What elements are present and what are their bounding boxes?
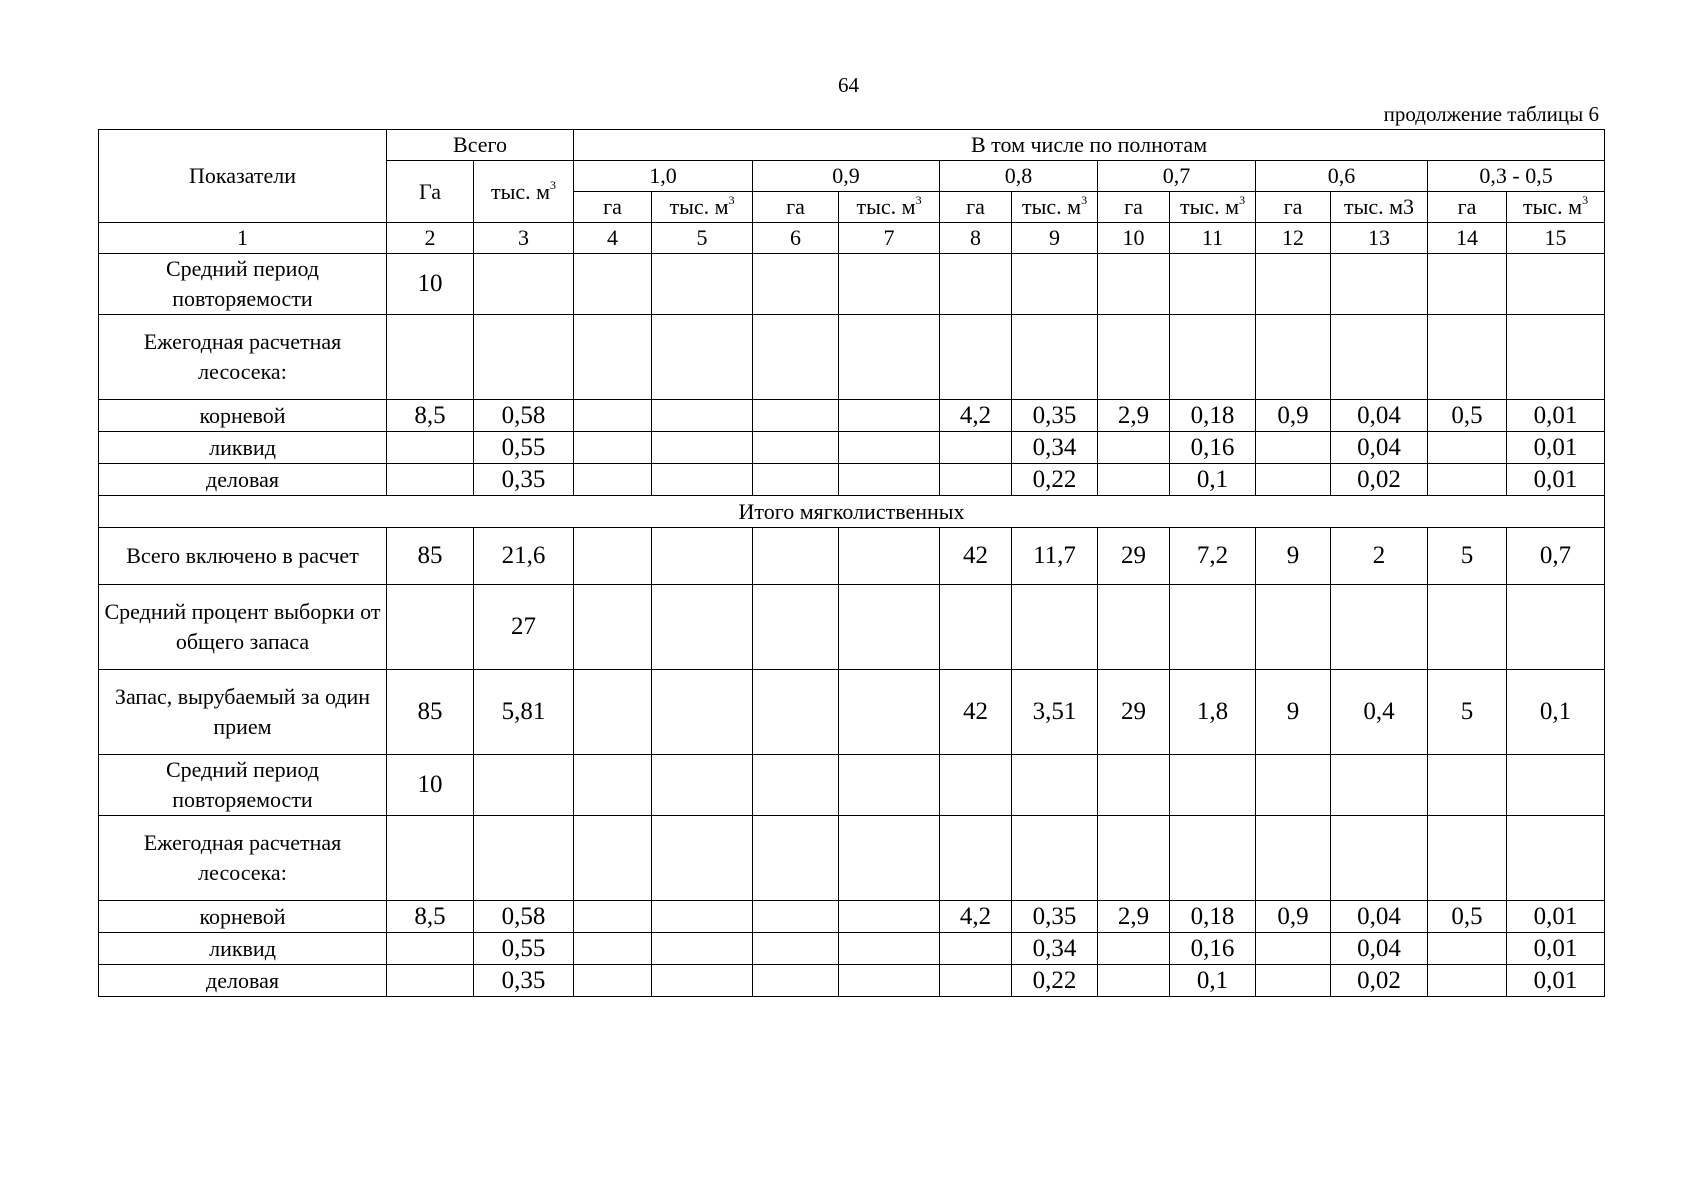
section-title: Итого мягколиственных	[99, 496, 1605, 528]
table-cell: 27	[474, 585, 574, 670]
table-cell: 7,2	[1170, 528, 1256, 585]
header-density-2: 0,9	[753, 161, 940, 192]
table-cell	[940, 933, 1012, 965]
header-density-1: 1,0	[574, 161, 753, 192]
table-cell	[387, 965, 474, 997]
table-cell	[1098, 254, 1170, 315]
table-cell	[1507, 315, 1605, 400]
table-cell	[1098, 933, 1170, 965]
row-label: деловая	[99, 965, 387, 997]
table-cell	[753, 933, 839, 965]
table-cell	[387, 464, 474, 496]
page-number: 64	[838, 73, 859, 97]
table-cell: 0,22	[1012, 464, 1098, 496]
table-cell	[839, 464, 940, 496]
table-cell	[652, 965, 753, 997]
table-cell	[1098, 816, 1170, 901]
table-cell: 0,5	[1428, 400, 1507, 432]
header-ga: га	[1256, 192, 1331, 223]
header-ga: га	[940, 192, 1012, 223]
table-cell	[387, 315, 474, 400]
table-cell	[1256, 585, 1331, 670]
row-label: корневой	[99, 400, 387, 432]
table-cell	[940, 254, 1012, 315]
header-ths: тыс. $м^3$	[652, 192, 753, 223]
table-cell: 85	[387, 528, 474, 585]
table-cell	[574, 400, 652, 432]
row-label: Запас, вырубаемый за один прием	[99, 670, 387, 755]
table-cell: 1,8	[1170, 670, 1256, 755]
table-cell	[1098, 755, 1170, 816]
column-number: 10	[1098, 223, 1170, 254]
table-cell: 0,34	[1012, 933, 1098, 965]
table-cell: 0,01	[1507, 965, 1605, 997]
table-cell	[753, 816, 839, 901]
table-cell	[1507, 585, 1605, 670]
table-row	[99, 670, 1605, 755]
header-density-5: 0,6	[1256, 161, 1428, 192]
row-label: деловая	[99, 464, 387, 496]
table-cell	[1012, 585, 1098, 670]
table-cell	[652, 755, 753, 816]
header-indicators: Показатели	[99, 130, 387, 223]
table-row	[99, 432, 1605, 464]
table-cell: 0,01	[1507, 400, 1605, 432]
section-row	[99, 496, 1605, 528]
table-row	[99, 315, 1605, 400]
table-cell	[1098, 464, 1170, 496]
header-ths: тыс. $м^3$	[1507, 192, 1605, 223]
table-cell	[753, 315, 839, 400]
header-ga: га	[1098, 192, 1170, 223]
header-ga: га	[1428, 192, 1507, 223]
table-cell: 0,22	[1012, 965, 1098, 997]
table-cell: 0,55	[474, 432, 574, 464]
header-density-4: 0,7	[1098, 161, 1256, 192]
column-number: 13	[1331, 223, 1428, 254]
table-cell	[1256, 254, 1331, 315]
table-cell	[1256, 315, 1331, 400]
table-cell	[387, 816, 474, 901]
column-number: 11	[1170, 223, 1256, 254]
table-cell	[1428, 464, 1507, 496]
table-cell: 0,16	[1170, 432, 1256, 464]
table-cell	[574, 901, 652, 933]
table-row	[99, 464, 1605, 496]
table-cell	[839, 755, 940, 816]
table-cell: 0,02	[1331, 965, 1428, 997]
table-cell	[940, 432, 1012, 464]
table-cell	[1012, 315, 1098, 400]
header-by-density: В том числе по полнотам	[574, 130, 1605, 161]
table-cell: 4,2	[940, 901, 1012, 933]
table-cell: 0,01	[1507, 933, 1605, 965]
header-ga: га	[574, 192, 652, 223]
column-number: 4	[574, 223, 652, 254]
table-cell	[839, 528, 940, 585]
table-cell	[652, 528, 753, 585]
table-cell	[1012, 254, 1098, 315]
table-cell: 0,35	[474, 464, 574, 496]
table-cell	[574, 965, 652, 997]
table-cell	[839, 816, 940, 901]
table-cell	[1170, 254, 1256, 315]
table-cell	[1256, 933, 1331, 965]
table-cell	[1256, 816, 1331, 901]
table-cell	[940, 755, 1012, 816]
table-cell	[940, 585, 1012, 670]
table-cell	[574, 315, 652, 400]
table-cell	[839, 254, 940, 315]
table-cell	[574, 755, 652, 816]
table-cell	[839, 965, 940, 997]
table-cell	[1012, 816, 1098, 901]
table-cell: 0,9	[1256, 901, 1331, 933]
table-cell	[753, 464, 839, 496]
table-cell: 85	[387, 670, 474, 755]
table-cell	[574, 933, 652, 965]
table-cell: 0,01	[1507, 901, 1605, 933]
table-cell: 10	[387, 755, 474, 816]
table-cell	[652, 432, 753, 464]
table-cell	[1507, 254, 1605, 315]
table-cell	[839, 585, 940, 670]
table-cell	[1098, 965, 1170, 997]
table-cell	[940, 315, 1012, 400]
table-cell: 0,04	[1331, 901, 1428, 933]
table-cell: 0,18	[1170, 400, 1256, 432]
table-cell	[652, 400, 753, 432]
table-cell: 42	[940, 670, 1012, 755]
table-cell	[1098, 432, 1170, 464]
table-cell	[753, 400, 839, 432]
table-cell	[839, 670, 940, 755]
column-number: 12	[1256, 223, 1331, 254]
header-ths-m3: тыс. м3	[1331, 192, 1428, 223]
row-label: ликвид	[99, 933, 387, 965]
table-cell	[652, 901, 753, 933]
table-cell	[1331, 254, 1428, 315]
header-density-3: 0,8	[940, 161, 1098, 192]
table-cell	[474, 755, 574, 816]
table-cell	[1428, 315, 1507, 400]
table-cell: 0,01	[1507, 464, 1605, 496]
table-cell	[753, 901, 839, 933]
row-label: Ежегодная расчетная лесосека:	[99, 816, 387, 901]
table-cell	[1428, 432, 1507, 464]
table-cell: 8,5	[387, 901, 474, 933]
table-cell: 29	[1098, 670, 1170, 755]
table-cell: 0,4	[1331, 670, 1428, 755]
header-ths: тыс. $м^3$	[1012, 192, 1098, 223]
table-cell	[474, 816, 574, 901]
table-cell	[839, 400, 940, 432]
table-cell	[940, 816, 1012, 901]
table-cell: 4,2	[940, 400, 1012, 432]
table-cell: 9	[1256, 670, 1331, 755]
table-cell	[753, 965, 839, 997]
table-cell	[1331, 585, 1428, 670]
table-row	[99, 400, 1605, 432]
table-row	[99, 816, 1605, 901]
table-cell	[652, 315, 753, 400]
table-cell	[387, 933, 474, 965]
table-cell	[1098, 315, 1170, 400]
table-cell	[1428, 965, 1507, 997]
table-cell: 0,01	[1507, 432, 1605, 464]
table-cell: 0,1	[1170, 464, 1256, 496]
table-cell	[1507, 816, 1605, 901]
table-continuation-note: продолжение таблицы 6	[1383, 102, 1599, 126]
table-cell	[753, 670, 839, 755]
table-cell	[1170, 755, 1256, 816]
table-cell	[574, 464, 652, 496]
column-number: 5	[652, 223, 753, 254]
table-cell: 0,16	[1170, 933, 1256, 965]
table-body	[99, 223, 1605, 997]
table-cell: 8,5	[387, 400, 474, 432]
table-cell	[1170, 585, 1256, 670]
header-total-ga: Га	[387, 161, 474, 223]
table-row	[99, 965, 1605, 997]
header-ths: тыс. $м^3$	[1170, 192, 1256, 223]
table-cell: 2,9	[1098, 901, 1170, 933]
column-numbers-row	[99, 223, 1605, 254]
column-number: 9	[1012, 223, 1098, 254]
table-cell	[753, 528, 839, 585]
table-cell: 2,9	[1098, 400, 1170, 432]
table-cell: 0,58	[474, 901, 574, 933]
table-cell: 0,35	[474, 965, 574, 997]
column-number: 7	[839, 223, 940, 254]
table-cell	[574, 670, 652, 755]
table-cell: 0,35	[1012, 400, 1098, 432]
table-cell: 10	[387, 254, 474, 315]
table-cell	[474, 254, 574, 315]
table-cell: 0,04	[1331, 432, 1428, 464]
table-cell	[1428, 585, 1507, 670]
table-cell: 21,6	[474, 528, 574, 585]
table-cell	[839, 315, 940, 400]
column-number: 1	[99, 223, 387, 254]
table-cell: 0,18	[1170, 901, 1256, 933]
table-cell	[1331, 816, 1428, 901]
row-label: Всего включено в расчет	[99, 528, 387, 585]
table-row	[99, 254, 1605, 315]
table-row	[99, 755, 1605, 816]
column-number: 14	[1428, 223, 1507, 254]
table-row	[99, 901, 1605, 933]
table-cell	[1507, 755, 1605, 816]
table-cell: 0,04	[1331, 400, 1428, 432]
table-cell	[1428, 933, 1507, 965]
table-cell	[652, 585, 753, 670]
table-cell	[474, 315, 574, 400]
table-cell	[652, 464, 753, 496]
table-cell	[574, 528, 652, 585]
table-cell: 0,02	[1331, 464, 1428, 496]
table-cell: 0,5	[1428, 901, 1507, 933]
table-cell: 2	[1331, 528, 1428, 585]
table-cell	[652, 670, 753, 755]
table-cell	[839, 933, 940, 965]
table-cell	[574, 432, 652, 464]
table-cell: 0,58	[474, 400, 574, 432]
table-cell: 0,1	[1170, 965, 1256, 997]
table-row	[99, 585, 1605, 670]
table-cell	[387, 432, 474, 464]
table-cell	[1098, 585, 1170, 670]
table-cell: 5	[1428, 528, 1507, 585]
table-cell	[1428, 816, 1507, 901]
table-cell	[574, 585, 652, 670]
table-cell	[839, 432, 940, 464]
header-ga: га	[753, 192, 839, 223]
row-label: Средний период повторяемости	[99, 755, 387, 816]
table-cell: 0,1	[1507, 670, 1605, 755]
table-cell	[839, 901, 940, 933]
table-cell	[1256, 432, 1331, 464]
table-cell	[753, 432, 839, 464]
table-cell: 5	[1428, 670, 1507, 755]
table-cell: 0,55	[474, 933, 574, 965]
row-label: Средний процент выборки от общего запаса	[99, 585, 387, 670]
column-number: 3	[474, 223, 574, 254]
column-number: 2	[387, 223, 474, 254]
table-cell	[753, 254, 839, 315]
row-label: ликвид	[99, 432, 387, 464]
table-row	[99, 528, 1605, 585]
table-cell	[753, 755, 839, 816]
table-cell: 0,34	[1012, 432, 1098, 464]
table-cell	[1170, 816, 1256, 901]
table-cell	[652, 816, 753, 901]
table-cell	[1331, 755, 1428, 816]
header-total-ths: тыс. $м^3$	[474, 161, 574, 223]
table-cell: 9	[1256, 528, 1331, 585]
row-label: Ежегодная расчетная лесосека:	[99, 315, 387, 400]
row-label: Средний период повторяемости	[99, 254, 387, 315]
table-cell: 0,04	[1331, 933, 1428, 965]
table-cell	[1256, 965, 1331, 997]
table-cell	[940, 464, 1012, 496]
table-cell	[1428, 755, 1507, 816]
table-cell	[387, 585, 474, 670]
row-label: корневой	[99, 901, 387, 933]
header-ths: тыс. $м^3$	[839, 192, 940, 223]
column-number: 15	[1507, 223, 1605, 254]
header-density-6: 0,3 - 0,5	[1428, 161, 1605, 192]
table-cell: 0,35	[1012, 901, 1098, 933]
table-cell	[1331, 315, 1428, 400]
table-cell	[1012, 755, 1098, 816]
header-total: Всего	[387, 130, 574, 161]
table-cell	[1170, 315, 1256, 400]
table-cell: 29	[1098, 528, 1170, 585]
table-cell	[1256, 464, 1331, 496]
forest-table	[98, 129, 1605, 997]
table-cell	[1428, 254, 1507, 315]
table-cell	[1256, 755, 1331, 816]
table-cell	[940, 965, 1012, 997]
table-cell: 0,9	[1256, 400, 1331, 432]
table-cell	[574, 254, 652, 315]
table-cell: 3,51	[1012, 670, 1098, 755]
column-number: 8	[940, 223, 1012, 254]
table-cell	[652, 933, 753, 965]
table-cell: 11,7	[1012, 528, 1098, 585]
table-cell: 42	[940, 528, 1012, 585]
table-cell	[753, 585, 839, 670]
table-cell	[652, 254, 753, 315]
table-row	[99, 933, 1605, 965]
column-number: 6	[753, 223, 839, 254]
table-cell: 0,7	[1507, 528, 1605, 585]
table-cell: 5,81	[474, 670, 574, 755]
table-cell	[574, 816, 652, 901]
